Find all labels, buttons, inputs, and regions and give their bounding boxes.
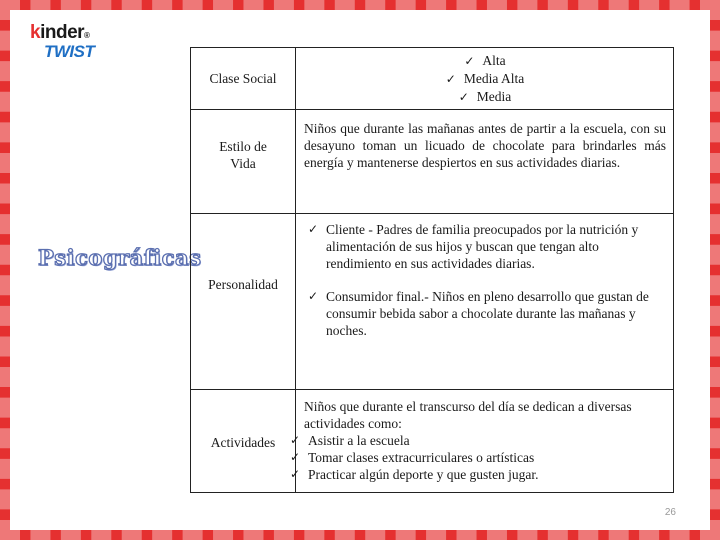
row-label-actividades: Actividades [210,435,276,450]
logo-product: TWIST [44,42,95,61]
psychographic-table [190,47,674,493]
actividades-list [286,432,666,483]
list-item: ✓ Media [296,88,674,106]
label-column [191,48,295,492]
list-item: ✓ Asistir a la escuela [286,432,666,449]
row-divider [191,389,295,390]
list-item: ✓ Alta [296,52,674,70]
list-item: ✓ Cliente - Padres de familia preocupados por la nutrición y alimentación de sus hijos y buscan que tengan alto rendimiento en sus actividades diarias. [304,221,666,272]
row-divider [296,109,674,110]
list-item: ✓ Practicar algún deporte y que gusten jugar. [286,466,666,483]
row-divider [191,213,295,214]
row-divider [296,389,674,390]
kinder-twist-logo [30,22,110,66]
row-label-personalidad: Personalidad [208,277,278,292]
actividades-block [304,398,666,483]
clase-social-list [296,52,674,106]
row-divider [191,109,295,110]
list-item: ✓ Tomar clases extracurriculares o artísticas [286,449,666,466]
row-label-estilo-de-vida: Estilo de Vida [219,139,267,171]
list-item: ✓ Media Alta [296,70,674,88]
content-column [295,48,673,492]
estilo-de-vida-text: Niños que durante las mañanas antes de partir a la escuela, con su desayuno toman un licuado de chocolate para brindarles más energía y mantenerse despiertos en sus actividades diarias. [304,121,666,170]
personalidad-list [304,221,666,339]
logo-brand: kinder® [30,22,90,43]
row-label-clase-social: Clase Social [209,71,277,86]
section-title: Psicográficas [38,245,202,270]
page-number: 26 [664,507,676,518]
actividades-intro: Niños que durante el transcurso del día se dedican a diversas actividades como: [304,399,632,431]
row-divider [296,213,674,214]
list-item: ✓ Consumidor final.- Niños en pleno desarrollo que gustan de consumir bebida sabor a chocolate durante las mañanas y noches. [304,288,666,339]
